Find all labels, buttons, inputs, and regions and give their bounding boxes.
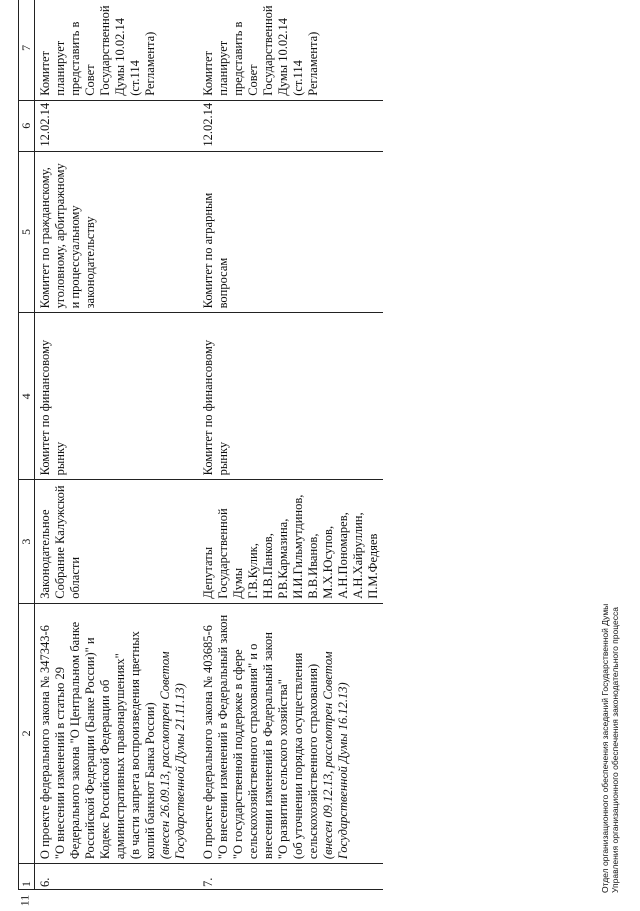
bill-title-line: "О внесении изменений в статью 29: [53, 667, 67, 860]
initiator-line: А.Н.Хайруллин,: [351, 512, 365, 599]
initiator-line: А.Н.Пономарев,: [336, 512, 350, 599]
bill-title-line: Федерального закона "О Центральном банке: [68, 621, 82, 860]
remark: Комитет планирует представить в Совет Государственной Думы 10.02.14 (ст.114 Регламента): [35, 0, 199, 100]
bill-title-line: Кодекс Российской Федерации об: [98, 679, 112, 860]
row-number: 6.: [35, 864, 199, 890]
column-header-6: 6: [19, 100, 35, 151]
column-header-2: 2: [19, 603, 35, 863]
bill-title-line: сельскохозяйственного страхования): [306, 663, 320, 860]
initiator-line: В.В.Иванов,: [306, 533, 320, 599]
bill-title-line: сельскохозяйственного страхования" и о: [246, 643, 260, 860]
initiator: [198, 480, 383, 603]
date: 12.02.14: [198, 100, 383, 151]
footer: [600, 293, 620, 893]
co-committee: Комитет по гражданскому, уголовному, арбитражному и процессуальному законодательству: [35, 151, 199, 313]
bill-description: [198, 603, 383, 863]
table-row: [35, 0, 199, 890]
initiator-line: М.Х.Юсупов,: [321, 525, 335, 599]
responsible-committee: Комитет по финансовому рынку: [198, 313, 383, 480]
landscape-document: [18, 0, 428, 890]
footer-line: Отдел организационного обеспечения заседаний Государственной Думы: [600, 603, 610, 893]
bill-title-line: "О внесении изменений в Федеральный закон: [216, 614, 230, 860]
bill-title-line: (об уточнении порядка осуществления: [291, 652, 305, 860]
column-header-7: 7: [19, 0, 35, 100]
table-row: [198, 0, 383, 890]
bill-title-line: "О развитии сельского хозяйства": [276, 679, 290, 860]
initiator-line: Депутаты: [201, 546, 215, 599]
column-header-5: 5: [19, 151, 35, 313]
bills-table: [18, 0, 383, 890]
column-header-4: 4: [19, 313, 35, 480]
table-header-row: [19, 0, 35, 890]
bill-title-line: копий банкнот Банка России): [143, 702, 157, 860]
footer-line: Управления организационного обеспечения законодательного процесса: [610, 607, 620, 893]
initiator-line: Р.В.Кармазина,: [276, 518, 290, 599]
initiator-line: И.И.Гильмутдинов,: [291, 494, 305, 599]
column-header-3: 3: [19, 480, 35, 603]
bill-title-line: "О государственной поддержке в сфере: [231, 649, 245, 860]
initiator-line: Н.В.Панков,: [261, 533, 275, 599]
bill-note: (внесен 09.12.13, рассмотрен Советом Государственной Думы 16.12.13): [321, 651, 350, 860]
co-committee: Комитет по аграрным вопросам: [198, 151, 383, 313]
bill-title-line: внесении изменений в Федеральный закон: [261, 632, 275, 860]
row-number: 7.: [198, 864, 383, 890]
bill-title-line: (в части запрета воспроизведения цветных: [128, 631, 142, 860]
bill-title-line: административных правонарушениях": [113, 653, 127, 860]
initiator: Законодательное Собрание Калужской области: [35, 480, 199, 603]
initiator-line: Г.В.Кулик,: [246, 543, 260, 599]
bill-description: [35, 603, 199, 863]
bill-title-line: Российской Федерации (Банке России)" и: [83, 637, 97, 860]
date: 12.02.14: [35, 100, 199, 151]
page-number: 11: [17, 894, 32, 907]
bill-note: (внесен 26.09.13, рассмотрен Советом Государственной Думы 21.11.13): [158, 651, 187, 860]
initiator-line: Государственной: [216, 508, 230, 599]
bill-title-line: О проекте федерального закона № 403685-6: [201, 625, 215, 860]
responsible-committee: Комитет по финансовому рынку: [35, 313, 199, 480]
initiator-line: Думы: [231, 567, 245, 599]
column-header-1: 1: [19, 864, 35, 890]
initiator-line: П.М.Федяев: [366, 533, 380, 599]
bill-title-line: О проекте федерального закона № 347343-6: [38, 625, 52, 860]
remark: Комитет планирует представить в Совет Государственной Думы 10.02.14 (ст.114 Регламента): [198, 0, 383, 100]
